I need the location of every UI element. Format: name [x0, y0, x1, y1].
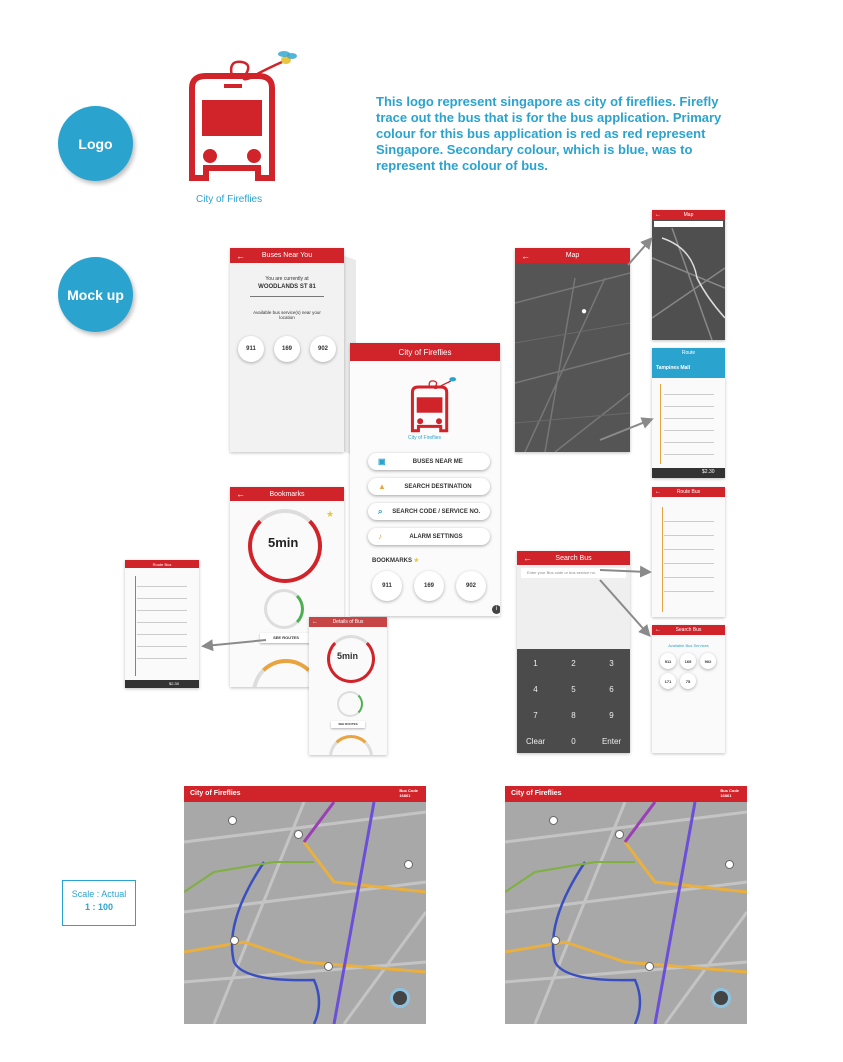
bus-details-screen: [309, 617, 387, 755]
bus-details-title: Details of Bus: [332, 619, 364, 625]
bookmarks-label: BOOKMARKS ★: [372, 558, 420, 564]
key-6[interactable]: 6: [609, 685, 614, 694]
bookmarks-title: Bookmarks: [269, 490, 305, 498]
menu-search-code[interactable]: ⌕ SEARCH CODE / SERVICE NO.: [368, 503, 490, 520]
home-logo: [406, 375, 460, 435]
left-route-screen: [125, 560, 199, 688]
back-arrow-icon[interactable]: ←: [655, 627, 661, 633]
scale-label: Scale : Actual: [71, 889, 127, 899]
result-bus-75[interactable]: 75: [680, 673, 696, 689]
info-icon[interactable]: i: [492, 605, 500, 614]
home-title: City of Fireflies: [350, 343, 500, 361]
large-map-2: [505, 786, 747, 1024]
route-bus-screen: [652, 487, 725, 617]
route-fare: $2.30: [702, 469, 715, 475]
near-bus-902[interactable]: 902: [310, 336, 336, 362]
map-small-screen: [652, 210, 725, 340]
city-of-fireflies-logo: [180, 48, 300, 208]
available-services-label: Available Bus Services: [668, 643, 709, 648]
bookmark-bus-169[interactable]: 169: [414, 571, 444, 601]
locate-me-icon[interactable]: [390, 988, 410, 1008]
bus-code-badge: Bus Code 16861: [399, 788, 418, 798]
large-map-1: [184, 786, 426, 1024]
key-2[interactable]: 2: [571, 659, 576, 668]
key-5[interactable]: 5: [571, 685, 576, 694]
mockup-badge: Mock up: [58, 257, 133, 332]
key-8[interactable]: 8: [571, 711, 576, 720]
key-4[interactable]: 4: [533, 685, 538, 694]
map-pin-icon: ●: [581, 306, 588, 317]
back-arrow-icon[interactable]: ←: [523, 553, 532, 563]
route-title: Route: [652, 348, 725, 358]
bookmark-bus-911[interactable]: 911: [372, 571, 402, 601]
route-screen: [652, 348, 725, 478]
alarm-icon: ♪: [378, 532, 382, 541]
search-results-title: Search Bus: [675, 627, 702, 633]
available-buses-label: Available bus service(s) near your location: [253, 310, 321, 320]
menu-buses-near-me[interactable]: ▣ BUSES NEAR ME: [368, 453, 490, 470]
bus-stop[interactable]: [228, 816, 237, 825]
key-1[interactable]: 1: [533, 659, 538, 668]
locate-me-icon[interactable]: [711, 988, 731, 1008]
bus-stop[interactable]: [230, 936, 239, 945]
map-roads: [515, 263, 630, 452]
key-clear[interactable]: Clear: [525, 737, 546, 746]
divider: [250, 296, 324, 297]
back-arrow-icon[interactable]: ←: [655, 489, 661, 495]
buses-near-title: Buses Near You: [261, 252, 313, 259]
back-arrow-icon[interactable]: ←: [236, 250, 245, 261]
bus-stop[interactable]: [549, 816, 558, 825]
key-3[interactable]: 3: [609, 659, 614, 668]
left-route-fare: $2.30: [169, 681, 180, 686]
home-logo-caption: City of Fireflies: [408, 435, 442, 441]
bus-stop[interactable]: [324, 962, 333, 971]
back-arrow-icon[interactable]: ←: [521, 250, 530, 261]
near-bus-169[interactable]: 169: [274, 336, 300, 362]
logo-description: This logo represent singapore as city of fireflies. Firefly trace out the bus that is for the bus application. Primary colour for this bus application is red as red represent Singapore. Secondary colour, which is blue, was to represent the colour of bus.: [376, 94, 722, 173]
small-map-roads: [652, 228, 725, 340]
search-bus-screen: [517, 551, 630, 753]
search-bus-title: Search Bus: [555, 554, 592, 562]
details-eta: 5min: [337, 651, 359, 661]
back-arrow-icon[interactable]: ←: [312, 619, 318, 625]
bookmark-bus-902[interactable]: 902: [456, 571, 486, 601]
bus-code-badge: Bus Code 16861: [720, 788, 739, 798]
bookmark-eta: 5min: [268, 535, 299, 550]
map-screen: [515, 248, 630, 452]
destination-icon: ▲: [378, 482, 386, 491]
key-enter[interactable]: Enter: [601, 737, 622, 746]
bookmark-star-icon[interactable]: ★: [326, 509, 335, 519]
key-7[interactable]: 7: [533, 711, 538, 720]
map-small-title: Map: [683, 212, 694, 218]
route-stop-name: Tampines Mall: [656, 365, 691, 371]
near-bus-911[interactable]: 911: [238, 336, 264, 362]
result-bus-911[interactable]: 911: [660, 653, 676, 669]
menu-search-destination[interactable]: ▲ SEARCH DESTINATION: [368, 478, 490, 495]
current-location: WOODLANDS ST 81: [258, 284, 316, 290]
large-map-title: City of Fireflies: [190, 790, 241, 797]
result-bus-171[interactable]: 171: [660, 673, 676, 689]
logo-caption: City of Fireflies: [196, 194, 263, 205]
result-bus-902[interactable]: 902: [700, 653, 716, 669]
key-9[interactable]: 9: [609, 711, 614, 720]
left-route-title: Route Bus: [152, 561, 172, 567]
see-routes-button[interactable]: SEE ROUTES: [260, 633, 312, 643]
scale-box: [62, 880, 136, 926]
bus-icon: ▣: [378, 457, 386, 466]
bus-stop[interactable]: [404, 860, 413, 869]
details-see-routes-button[interactable]: SEE ROUTES: [331, 721, 365, 728]
bus-stop[interactable]: [551, 936, 560, 945]
bus-stop[interactable]: [294, 830, 303, 839]
bus-code-input[interactable]: Enter your Bus code or bus service no.: [521, 568, 626, 578]
large-map-roads: [505, 802, 747, 1024]
bus-stop[interactable]: [725, 860, 734, 869]
search-results-screen: [652, 625, 725, 753]
buses-near-screen: [230, 248, 344, 452]
search-icon: ⌕: [378, 506, 383, 516]
back-arrow-icon[interactable]: ←: [236, 489, 245, 499]
bus-stop[interactable]: [645, 962, 654, 971]
result-bus-169[interactable]: 169: [680, 653, 696, 669]
key-0[interactable]: 0: [571, 737, 576, 746]
large-map-roads: [184, 802, 426, 1024]
large-map-title: City of Fireflies: [511, 790, 562, 797]
map-search-field[interactable]: [654, 221, 723, 227]
route-right-title: Route Bus: [676, 489, 701, 495]
menu-alarm-settings[interactable]: ♪ ALARM SETTINGS: [368, 528, 490, 545]
logo-badge: Logo: [58, 106, 133, 181]
scale-ratio: 1 : 100: [84, 902, 114, 912]
back-arrow-icon[interactable]: ←: [655, 212, 661, 218]
currently-at-label: You are currently at: [265, 276, 309, 282]
bus-stop[interactable]: [615, 830, 624, 839]
map-title: Map: [565, 252, 580, 259]
